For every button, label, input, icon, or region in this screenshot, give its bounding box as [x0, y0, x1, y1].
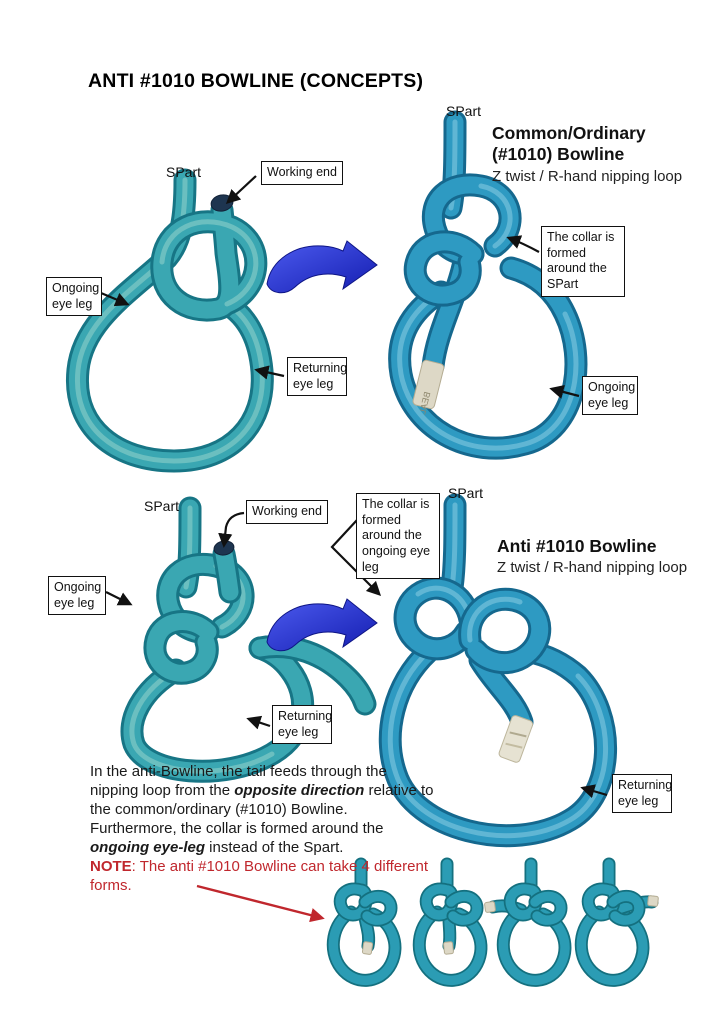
figure1-heading	[492, 123, 692, 186]
figure2-heading	[497, 536, 707, 578]
returning-eye-leg-label-2: Returning eye leg	[272, 705, 332, 744]
rope-tag-tape	[498, 714, 534, 763]
note-label: NOTE	[90, 858, 132, 875]
description-segment: relative to the common/ordinary (#1010) Bowline. Furthermore, the collar is formed around the	[90, 782, 434, 837]
description-paragraph	[90, 762, 434, 895]
spart-label-after-1: SPart	[446, 103, 482, 119]
description-segment: In the anti-Bowline, the tail feeds through the nipping loop from the	[90, 763, 387, 799]
bowline-variant-photo-3	[485, 860, 571, 990]
ongoing-eye-leg-label-after-1: Ongoing eye leg	[582, 376, 638, 415]
spart-label-before-2: SPart	[144, 498, 180, 514]
returning-eye-leg-label-1: Returning eye leg	[287, 357, 347, 396]
collar-note-label-1: The collar is formed around the SPart	[541, 226, 625, 297]
ongoing-eye-leg-label-2: Ongoing eye leg	[48, 576, 106, 615]
bowline-variant-photo-4	[567, 860, 659, 990]
spart-label-before-1: SPart	[166, 164, 202, 180]
rope-tag-text: BEAL	[417, 390, 433, 416]
figure1-title-line2: (#1010) Bowline	[492, 144, 625, 165]
working-end-label-2: Working end	[246, 500, 328, 524]
figure1-subtitle: Z twist / R-hand nipping loop	[492, 167, 683, 185]
page-title: ANTI #1010 BOWLINE (CONCEPTS)	[88, 70, 424, 92]
note-body: : The anti #1010 Bowline can take 4 different forms.	[90, 858, 428, 894]
transform-arrow-icon-1	[265, 240, 380, 302]
description-segment-emphasis: opposite direction	[234, 782, 365, 799]
ongoing-eye-leg-label-1: Ongoing eye leg	[46, 277, 102, 316]
description-segment: instead of the Spart.	[205, 839, 344, 856]
figure2-title: Anti #1010 Bowline	[497, 536, 657, 556]
working-end-label-1: Working end	[261, 161, 343, 185]
figure1-title-line1: Common/Ordinary	[492, 123, 646, 143]
figure2-subtitle: Z twist / R-hand nipping loop	[497, 559, 688, 577]
description-text	[90, 762, 434, 857]
collar-note-label-2: The collar is formed around the ongoing eye leg	[356, 493, 440, 579]
note-text	[90, 857, 434, 895]
transform-arrow-icon-2	[265, 598, 380, 660]
returning-eye-leg-label-after-2: Returning eye leg	[612, 774, 672, 813]
spart-label-after-2: SPart	[448, 485, 484, 501]
description-segment-emphasis: ongoing eye-leg	[90, 839, 206, 856]
